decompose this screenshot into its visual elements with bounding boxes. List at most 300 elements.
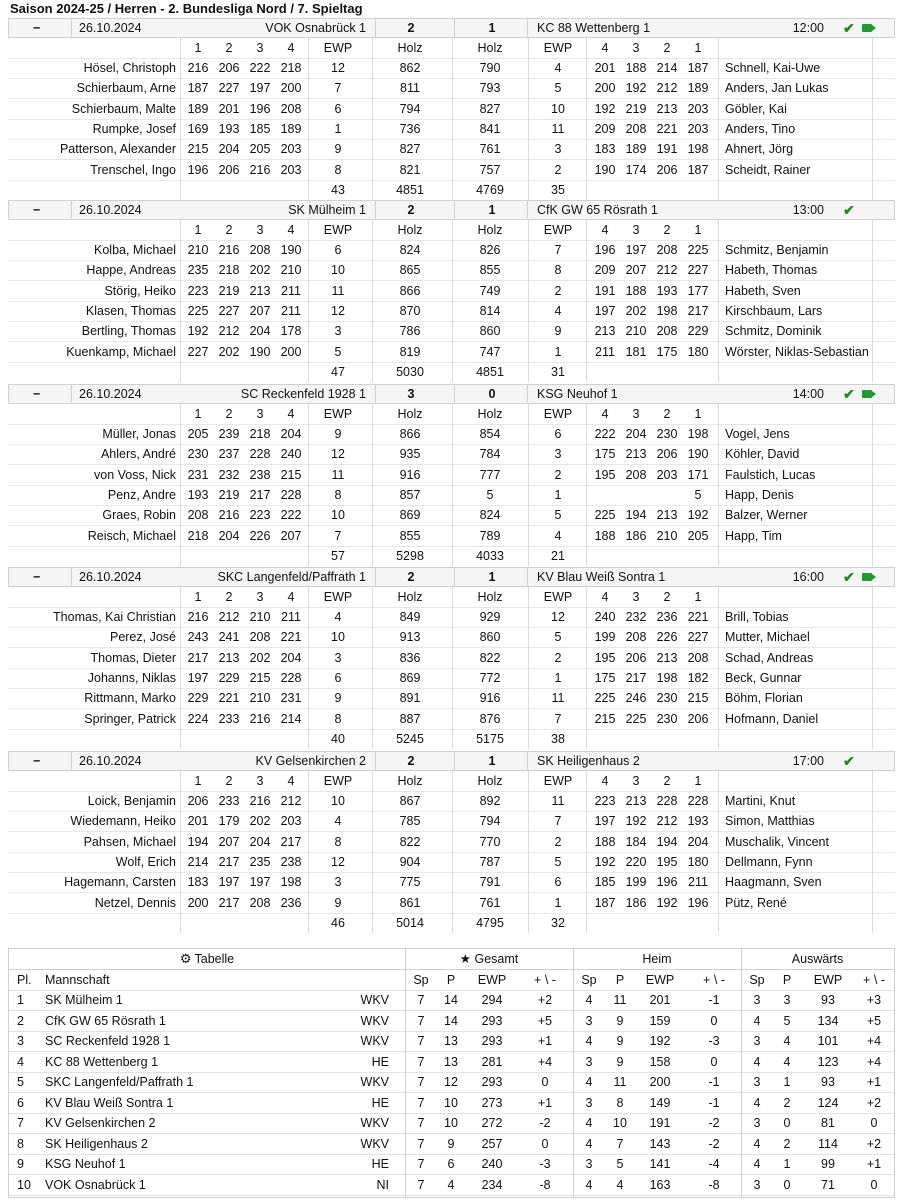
away-lane-4: 222 — [594, 427, 616, 441]
standings-row[interactable] — [9, 1113, 894, 1134]
away-holz-total: 4033 — [476, 549, 504, 563]
home-lane-3: 218 — [249, 427, 271, 441]
away-ewp: 3 — [554, 142, 562, 157]
col-home-diff: 0 — [710, 1054, 718, 1069]
home-lane-2: 229 — [218, 670, 240, 685]
home-holz: 904 — [399, 854, 421, 869]
col-place: 7 — [17, 1116, 24, 1130]
home-player: Schierbaum, Arne — [76, 81, 176, 96]
home-lane-1: 235 — [187, 263, 209, 278]
standings-row[interactable] — [9, 1093, 894, 1114]
away-lane-1: 228 — [687, 794, 709, 808]
away-holz: 854 — [479, 427, 501, 441]
home-lane-1: 201 — [187, 814, 209, 829]
col-home-diff: -2 — [708, 1136, 720, 1151]
home-lane-2: 227 — [218, 303, 240, 318]
col-ewp: 257 — [481, 1136, 503, 1151]
home-lane-3: 197 — [249, 81, 271, 96]
home-ewp: 4 — [334, 814, 342, 829]
home-lane-2: 216 — [218, 243, 240, 257]
col-region: WKV — [360, 1013, 389, 1028]
col-ewp: 293 — [481, 1034, 503, 1048]
away-player: Dellmann, Fynn — [725, 854, 813, 869]
home-lane-3: 238 — [249, 467, 271, 482]
away-player: Scheidt, Rainer — [725, 162, 811, 177]
home-points: 2 — [407, 570, 415, 584]
home-lane-2: 219 — [218, 283, 240, 298]
home-lane-3: 223 — [249, 508, 271, 523]
gear-icon: ⚙ — [179, 951, 192, 966]
away-ewp: 1 — [554, 344, 562, 359]
col-home-sp: 4 — [585, 1136, 593, 1151]
col-away-sp: 3 — [753, 1116, 761, 1130]
away-ewp: 7 — [554, 814, 562, 829]
away-lane-4: 209 — [594, 263, 616, 278]
away-ewp: 8 — [554, 263, 562, 278]
home-ewp: 10 — [331, 794, 345, 808]
home-ewp: 4 — [334, 610, 342, 624]
col-label: 4 — [287, 590, 295, 604]
away-lane-2: 198 — [656, 670, 678, 685]
col-away-p: 4 — [783, 1034, 791, 1048]
home-lane-2: 213 — [218, 650, 240, 665]
away-lane-1: 182 — [687, 670, 709, 685]
col-label: 2 — [663, 774, 671, 788]
col-region: WKV — [360, 1034, 389, 1048]
col-label: 3 — [256, 223, 264, 237]
away-player: Schnell, Kai-Uwe — [725, 61, 821, 75]
col-home-diff: -4 — [708, 1157, 720, 1171]
away-holz: 826 — [479, 243, 501, 257]
home-lane-3: 216 — [249, 711, 271, 726]
home-ewp: 3 — [334, 875, 342, 890]
away-player: Hofmann, Daniel — [725, 711, 819, 726]
home-lane-3: 216 — [249, 162, 271, 177]
away-ewp: 11 — [551, 691, 565, 706]
home-holz-total: 5030 — [396, 365, 424, 379]
col-p: 9 — [447, 1136, 455, 1151]
away-lane-3: 208 — [625, 121, 647, 136]
col-place: 8 — [17, 1136, 24, 1151]
home-lane-4: 203 — [280, 814, 302, 829]
away-holz: 855 — [479, 263, 501, 278]
col-label: Holz — [477, 407, 503, 421]
check-icon: ✔ — [843, 386, 855, 402]
away-player: Anders, Tino — [725, 121, 796, 136]
star-icon: ★ — [459, 952, 471, 966]
section-tabelle[interactable]: ⚙ Tabelle — [9, 949, 405, 969]
away-lane-1: 204 — [687, 834, 709, 849]
col-diff: +4 — [537, 1054, 553, 1069]
col-team-header: Mannschaft — [45, 973, 110, 987]
col-region: HE — [371, 1054, 389, 1069]
away-ewp: 4 — [554, 528, 562, 543]
away-ewp: 5 — [554, 81, 562, 96]
col-team: VOK Osnabrück 1 — [45, 1177, 146, 1192]
home-ewp: 10 — [331, 508, 345, 523]
standings-row[interactable] — [9, 1072, 894, 1093]
video-camera-icon[interactable] — [862, 24, 872, 32]
home-player: Hösel, Christoph — [83, 61, 176, 75]
home-team[interactable]: KV Gelsenkirchen 2 — [255, 754, 366, 768]
home-lane-1: 229 — [187, 691, 209, 706]
home-player: Thomas, Kai Christian — [53, 610, 176, 624]
home-lane-3: 210 — [249, 610, 271, 624]
home-holz: 861 — [399, 895, 421, 910]
section-gesamt: ★ Gesamt — [459, 952, 519, 966]
col-home-ewp-header: EWP — [645, 973, 675, 987]
away-lane-3: 217 — [625, 670, 647, 685]
match-time: 16:00 — [792, 570, 824, 584]
away-ewp: 7 — [554, 711, 562, 726]
col-away-sp: 4 — [753, 1054, 761, 1069]
home-ewp: 8 — [334, 711, 342, 726]
away-lane-3: 206 — [625, 650, 647, 665]
away-lane-4: 175 — [594, 447, 616, 462]
standings-row[interactable] — [9, 1134, 894, 1155]
col-label: EWP — [543, 407, 573, 421]
col-away-ewp: 114 — [818, 1136, 838, 1151]
away-lane-4 — [591, 485, 619, 505]
home-lane-2: 239 — [218, 427, 240, 441]
home-lane-1: 223 — [187, 283, 209, 298]
home-lane-2: 204 — [218, 528, 240, 543]
away-ewp: 6 — [554, 875, 562, 890]
col-label: EWP — [323, 407, 353, 421]
home-lane-2: 233 — [218, 711, 240, 726]
col-home-p: 11 — [613, 1075, 627, 1089]
away-ewp: 3 — [554, 447, 562, 462]
col-place: 4 — [17, 1054, 24, 1069]
check-icon: ✔ — [843, 569, 855, 585]
home-holz: 819 — [399, 344, 421, 359]
check-icon: ✔ — [843, 753, 855, 769]
away-lane-1: 217 — [687, 303, 709, 318]
away-ewp: 12 — [551, 610, 565, 624]
away-lane-3: 194 — [625, 508, 647, 523]
col-home-p: 9 — [616, 1034, 624, 1048]
home-lane-2: 241 — [218, 630, 240, 645]
col-home-ewp: 149 — [649, 1095, 671, 1110]
home-ewp: 12 — [331, 447, 345, 462]
home-lane-3: 216 — [249, 794, 271, 808]
away-lane-4: 195 — [594, 650, 616, 665]
away-lane-3: 192 — [625, 81, 647, 96]
col-away-ewp: 134 — [817, 1013, 839, 1028]
home-player: Thomas, Dieter — [90, 650, 176, 665]
col-label: EWP — [323, 590, 353, 604]
away-lane-2: 236 — [656, 610, 678, 624]
home-player: Patterson, Alexander — [59, 142, 176, 157]
standings-header-row — [9, 970, 894, 991]
home-player: Bertling, Thomas — [81, 324, 176, 339]
away-ewp: 4 — [554, 61, 562, 75]
match-block — [8, 200, 895, 382]
col-home-sp: 3 — [585, 1054, 593, 1069]
standings-row[interactable] — [9, 1052, 894, 1073]
home-lane-1: 192 — [187, 324, 209, 339]
home-lane-1: 230 — [187, 447, 209, 462]
away-player: Happ, Tim — [725, 528, 782, 543]
home-player: Kolba, Michael — [94, 243, 176, 257]
col-away-diff: +1 — [866, 1157, 882, 1171]
home-lane-1: 206 — [187, 794, 209, 808]
video-camera-icon[interactable] — [862, 390, 872, 398]
col-label: EWP — [543, 774, 573, 788]
away-ewp: 6 — [554, 427, 562, 441]
away-player: Happ, Denis — [725, 487, 794, 502]
collapse-icon[interactable]: − — [33, 21, 41, 35]
away-lane-2: 221 — [656, 121, 678, 136]
col-home-sp-header: Sp — [581, 973, 597, 987]
away-team[interactable]: SK Heiligenhaus 2 — [537, 754, 640, 768]
away-lane-4: 215 — [594, 711, 616, 726]
home-player: Loick, Benjamin — [87, 794, 176, 808]
match-block — [8, 384, 895, 566]
home-ewp-total: 40 — [331, 732, 345, 746]
col-diff: -2 — [539, 1116, 551, 1130]
standings-row[interactable] — [9, 990, 894, 1011]
home-lane-2: 202 — [218, 344, 240, 359]
col-region: HE — [371, 1095, 389, 1110]
collapse-icon[interactable]: − — [33, 387, 41, 401]
away-lane-3: 208 — [625, 630, 647, 645]
col-away-p: 0 — [783, 1116, 791, 1130]
away-lane-2: 228 — [656, 794, 678, 808]
home-lane-4: 214 — [280, 711, 302, 726]
col-p: 13 — [444, 1034, 458, 1048]
away-lane-4: 225 — [594, 691, 616, 706]
home-lane-3: 185 — [249, 121, 271, 136]
match-header — [8, 567, 895, 587]
col-label: 3 — [632, 590, 640, 604]
away-lane-3: 197 — [625, 243, 647, 257]
col-region: WKV — [360, 993, 389, 1007]
col-home-p: 5 — [616, 1157, 624, 1171]
away-lane-3: 184 — [625, 834, 647, 849]
standings-row[interactable] — [9, 1175, 894, 1196]
col-team: SKC Langenfeld/Paffrath 1 — [45, 1075, 194, 1089]
standings-row[interactable] — [9, 1154, 894, 1175]
away-player: Schmitz, Dominik — [725, 324, 822, 339]
away-holz: 757 — [479, 162, 501, 177]
col-home-diff-header: + \ - — [703, 973, 725, 987]
away-holz-total: 4769 — [476, 183, 504, 197]
home-team[interactable]: SK Mülheim 1 — [288, 203, 366, 217]
standings-row[interactable] — [9, 1031, 894, 1052]
home-ewp: 12 — [331, 854, 345, 869]
home-holz: 862 — [399, 61, 421, 75]
col-region-header — [329, 970, 389, 990]
home-lane-2: 206 — [218, 162, 240, 177]
col-away-sp: 3 — [753, 1075, 761, 1089]
away-lane-3 — [622, 485, 650, 505]
standings-row[interactable] — [9, 1011, 894, 1032]
away-player: Wörster, Niklas-Sebastian — [725, 344, 869, 359]
col-home-p: 9 — [616, 1054, 624, 1069]
away-lane-1: 189 — [687, 81, 709, 96]
col-label: 4 — [601, 590, 609, 604]
col-diff: +1 — [537, 1095, 553, 1110]
col-label: 3 — [256, 590, 264, 604]
away-holz: 772 — [479, 670, 501, 685]
home-lane-4: 238 — [280, 854, 302, 869]
col-label: 3 — [256, 41, 264, 55]
away-holz-total: 5175 — [476, 732, 504, 746]
home-lane-3: 202 — [249, 263, 271, 278]
match-header — [8, 18, 895, 38]
away-lane-2 — [653, 485, 681, 505]
col-ewp: 281 — [481, 1054, 503, 1069]
home-lane-1: 189 — [187, 101, 209, 116]
away-lane-2: 230 — [656, 691, 678, 706]
away-team[interactable]: CfK GW 65 Rösrath 1 — [537, 203, 658, 217]
home-ewp: 12 — [331, 303, 345, 318]
col-ewp: 294 — [481, 993, 503, 1007]
away-lane-1: 229 — [687, 324, 709, 339]
away-lane-4: 185 — [594, 875, 616, 890]
col-away-sp: 3 — [753, 993, 761, 1007]
home-lane-4: 208 — [280, 101, 302, 116]
match-block — [8, 751, 895, 933]
col-p: 14 — [444, 1013, 458, 1028]
col-ewp: 273 — [481, 1095, 503, 1110]
away-lane-2: 214 — [656, 61, 678, 75]
away-lane-2: 193 — [656, 283, 678, 298]
home-ewp: 9 — [334, 142, 342, 157]
col-team: SK Heiligenhaus 2 — [45, 1136, 148, 1151]
home-team[interactable]: SKC Langenfeld/Paffrath 1 — [217, 570, 366, 584]
col-sp-header: Sp — [413, 973, 429, 987]
home-ewp: 8 — [334, 162, 342, 177]
col-ewp-header: EWP — [477, 973, 507, 987]
home-lane-2: 204 — [218, 142, 240, 157]
col-label: Holz — [397, 223, 423, 237]
away-lane-2: 208 — [656, 324, 678, 339]
match-time: 17:00 — [792, 754, 824, 768]
col-team: KV Gelsenkirchen 2 — [45, 1116, 156, 1130]
col-label: Holz — [397, 590, 423, 604]
away-player: Schad, Andreas — [725, 650, 814, 665]
col-away-diff: +4 — [866, 1054, 882, 1069]
home-player: Graes, Robin — [102, 508, 176, 523]
home-lane-3: 213 — [249, 283, 271, 298]
home-holz: 887 — [399, 711, 421, 726]
home-holz: 821 — [399, 162, 421, 177]
away-lane-1: 227 — [687, 630, 709, 645]
collapse-icon[interactable]: − — [33, 754, 41, 768]
away-player: Anders, Jan Lukas — [725, 81, 829, 96]
home-holz: 935 — [399, 447, 421, 462]
home-player: Wolf, Erich — [115, 854, 176, 869]
home-ewp: 6 — [334, 101, 342, 116]
col-away-diff: +4 — [866, 1034, 882, 1048]
away-player: Böhm, Florian — [725, 691, 803, 706]
col-ewp: 293 — [481, 1013, 503, 1028]
collapse-icon[interactable]: − — [33, 570, 41, 584]
away-lane-3: 199 — [625, 875, 647, 890]
home-player: von Voss, Nick — [94, 467, 176, 482]
col-p: 12 — [444, 1075, 458, 1089]
collapse-icon[interactable]: − — [33, 203, 41, 217]
col-diff-header: + \ - — [534, 973, 556, 987]
home-lane-3: 208 — [249, 630, 271, 645]
col-label: Holz — [477, 223, 503, 237]
home-player: Kuenkamp, Michael — [66, 344, 176, 359]
home-holz: 891 — [399, 691, 421, 706]
away-lane-2: 212 — [656, 814, 678, 829]
away-ewp: 2 — [554, 467, 562, 482]
away-lane-1: 196 — [687, 895, 709, 910]
col-home-ewp: 192 — [649, 1034, 671, 1048]
home-lane-2: 237 — [218, 447, 240, 462]
away-lane-4: 200 — [594, 81, 616, 96]
home-lane-4: 178 — [280, 324, 302, 339]
home-lane-1: 225 — [187, 303, 209, 318]
col-label: 3 — [632, 774, 640, 788]
home-team[interactable]: SC Reckenfeld 1928 1 — [240, 387, 366, 401]
away-holz: 777 — [479, 467, 501, 482]
away-player: Martini, Knut — [725, 794, 796, 808]
away-team[interactable]: KSG Neuhof 1 — [537, 387, 618, 401]
col-home-ewp: 158 — [649, 1054, 671, 1069]
col-home-p: 4 — [616, 1177, 624, 1192]
col-place: 3 — [17, 1034, 24, 1048]
video-camera-icon[interactable] — [862, 573, 872, 581]
col-away-p: 2 — [783, 1095, 791, 1110]
home-lane-1: 197 — [187, 670, 209, 685]
home-player: Johanns, Niklas — [87, 670, 176, 685]
col-diff: +1 — [537, 1034, 553, 1048]
col-home-ewp: 163 — [649, 1177, 671, 1192]
away-ewp: 2 — [554, 650, 562, 665]
home-lane-4: 231 — [280, 691, 302, 706]
away-ewp: 2 — [554, 162, 562, 177]
away-team[interactable]: KV Blau Weiß Sontra 1 — [537, 570, 666, 584]
match-block — [8, 18, 895, 200]
col-home-sp: 4 — [585, 1034, 593, 1048]
home-holz: 869 — [399, 670, 421, 685]
col-home-diff: -1 — [708, 1075, 720, 1089]
away-lane-1: 206 — [687, 711, 709, 726]
home-player: Störig, Heiko — [104, 283, 176, 298]
col-label: 4 — [287, 774, 295, 788]
away-ewp: 5 — [554, 630, 562, 645]
home-lane-1: 200 — [187, 895, 209, 910]
home-player: Trenschel, Ingo — [90, 162, 176, 177]
home-lane-1: 214 — [187, 854, 209, 869]
col-away-diff: 0 — [870, 1116, 878, 1130]
col-p: 6 — [447, 1157, 455, 1171]
away-holz: 761 — [479, 142, 501, 157]
away-team[interactable]: KC 88 Wettenberg 1 — [537, 21, 651, 35]
away-player: Beck, Gunnar — [725, 670, 802, 685]
away-lane-3: 202 — [625, 303, 647, 318]
home-lane-3: 197 — [249, 875, 271, 890]
home-holz-total: 5014 — [396, 916, 424, 930]
away-holz-total: 4795 — [476, 916, 504, 930]
home-lane-3: 208 — [249, 895, 271, 910]
col-p: 14 — [444, 993, 458, 1007]
col-team: CfK GW 65 Rösrath 1 — [45, 1013, 166, 1028]
away-lane-2: 206 — [656, 447, 678, 462]
away-holz: 860 — [479, 630, 501, 645]
away-lane-3: 189 — [625, 142, 647, 157]
home-lane-3: 204 — [249, 324, 271, 339]
away-lane-1: 190 — [687, 447, 709, 462]
home-team[interactable]: VOK Osnabrück 1 — [265, 21, 366, 35]
home-player: Ahlers, André — [100, 447, 176, 462]
